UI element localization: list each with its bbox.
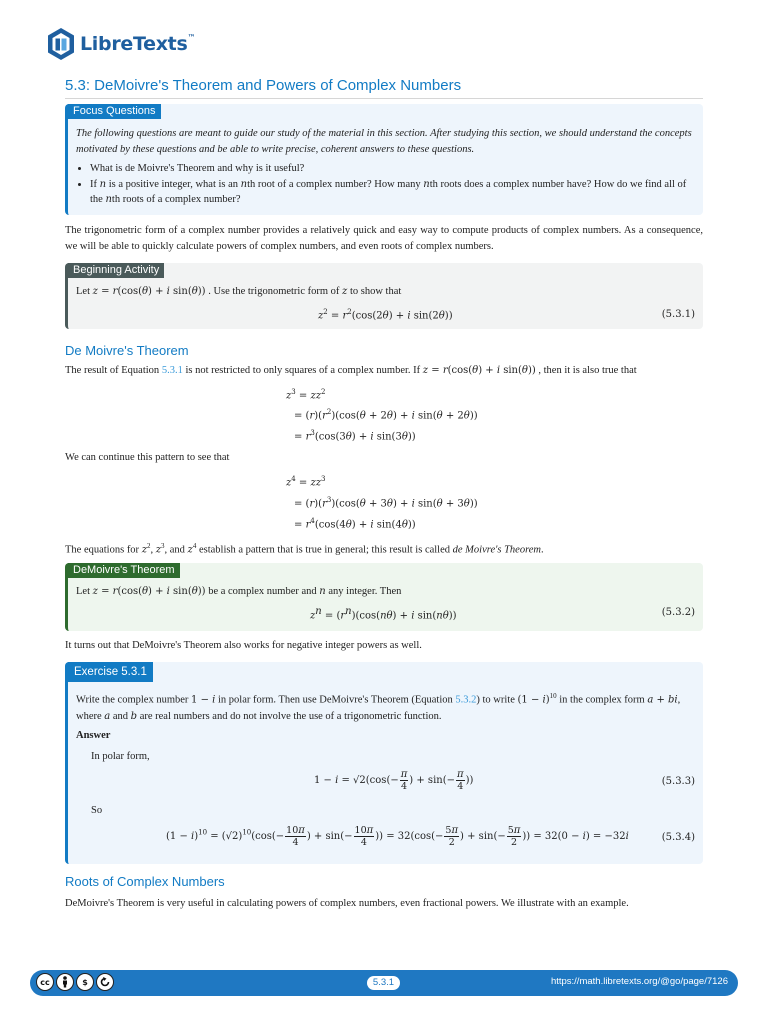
beginning-activity-box: [65, 263, 703, 329]
beginning-activity-tag: Beginning Activity: [68, 263, 164, 278]
paragraph-roots-intro: DeMoivre's Theorem is very useful in calculating powers of complex numbers, even fractional powers. We illustrate with an example.: [65, 898, 629, 909]
equation-5-3-4: $(1 - i)^{10} = (√2)^{10}(\cos(-$ $\frac{10\pi}{4}$ ) + sin(− $\frac{10\pi}{4}$ )) = 32(cos(− $\frac{5\pi}{2}$ ) + sin(− $\frac{5\pi}{2}$ )) = 32(0 − i) = −32i: [166, 825, 629, 848]
paragraph-result: The result of Equation 5.3.1 is not restricted to only squares of a complex number. If z = r(cos(θ) + i sin(θ)) , then it is also true that: [65, 365, 637, 376]
paragraph-general-pattern: The equations for $z^2$, $z^3$, and $z^4$ establish a pattern that is true in general; this result is called de Moivre's Theorem.: [65, 542, 544, 556]
focus-question-list: [76, 161, 700, 208]
paragraph-pattern: We can continue this pattern to see that: [65, 452, 230, 463]
theorem-text: Let z = r(cos(θ) + i sin(θ)) be a complex number and n any integer. Then: [76, 586, 402, 597]
page-footer: [30, 970, 738, 996]
list-item: • What is de Moivre's Theorem and why is it useful?: [90, 161, 700, 176]
libretexts-logo[interactable]: [46, 26, 195, 62]
answer-polar-text: In polar form,: [91, 751, 150, 762]
cc-license-badge[interactable]: [36, 973, 114, 993]
page-title: 5.3: DeMoivre's Theorem and Powers of Complex Numbers: [65, 77, 703, 99]
demoivre-theorem-box: [65, 563, 703, 631]
equation-5-3-2: $z^n = (r^n)(\cos(n\theta) + i$ sin(nθ)): [310, 606, 457, 622]
page-url[interactable]: https://math.libretexts.org/@go/page/7126: [550, 976, 728, 987]
answer-so-text: So: [91, 805, 103, 816]
exercise-tag: Exercise 5.3.1: [68, 662, 153, 682]
logo-wordmark: LibreTexts™: [80, 33, 196, 55]
exercise-prompt: Write the complex number 1 − i in polar form. Then use DeMoivre's Theorem (Equation 5.3.2) to write $(1 - i)^{10}$ in the complex form a + bi, where a and b are real numbers and do not involve the use of a trigonometric function.: [76, 692, 681, 722]
sharealike-icon: [96, 973, 114, 991]
list-item: • If n is a positive integer, what is an nth root of a complex number? How many nth roots does a complex number have? How do we find all of the nth roots of a complex number?: [90, 177, 700, 207]
page-number-badge: 5.3.1: [367, 976, 400, 990]
section-heading-roots: Roots of Complex Numbers: [65, 874, 225, 889]
focus-intro: The following questions are meant to guide our study of the material in this section. After studying this section, we should understand the concepts motivated by these questions and be able to write precise, coherent answers to these questions.: [76, 128, 692, 155]
equation-5-3-1: $z^2 = r^2(\cos(2\theta) + i$ sin(2θ)): [318, 308, 453, 322]
equation-5-3-3: 1 − i = √2(cos(− $\frac{\pi}{4}$ ) + sin(− $\frac{\pi}{4}$ )): [314, 769, 474, 792]
demoivre-theorem-tag: DeMoivre's Theorem: [68, 563, 180, 578]
equation-link[interactable]: 5.3.1: [161, 365, 183, 376]
equation-line: $z^3 = zz^2$: [286, 388, 326, 402]
equation-number: (5.3.4): [661, 832, 695, 843]
equation-line: $z^4 = zz^3$: [286, 475, 326, 489]
libretexts-logo-icon: [46, 27, 76, 61]
equation-line: = $(r)(r^3)(\cos(\theta + 3\theta) + i$ sin(θ + 3θ)): [294, 496, 478, 510]
answer-toggle[interactable]: Answer: [76, 730, 111, 741]
equation-number: (5.3.3): [661, 776, 695, 787]
attribution-icon: [56, 973, 74, 991]
focus-questions-box: [65, 104, 703, 215]
intro-paragraph: The trigonometric form of a complex number provides a relatively quick and easy way to compute products of complex numbers. As a consequence, we will be able to quickly calculate powers of complex numbers, and even roots of complex numbers.: [65, 225, 703, 252]
equation-line: = $r^4(\cos(4\theta) + i$ sin(4θ)): [294, 517, 416, 531]
section-heading-de-moivre: De Moivre's Theorem: [65, 343, 189, 358]
focus-questions-tag: Focus Questions: [68, 104, 161, 119]
equation-line: = $(r)(r^2)(\cos(\theta + 2\theta) + i$ sin(θ + 2θ)): [294, 408, 478, 422]
cc-icon: cc: [36, 973, 54, 991]
equation-number: (5.3.1): [661, 309, 695, 320]
paragraph-negative-powers: It turns out that DeMoivre's Theorem also works for negative integer powers as well.: [65, 640, 422, 651]
exercise-box: [65, 662, 703, 864]
equation-link[interactable]: 5.3.2: [455, 694, 477, 706]
beginning-activity-text: Let z = r(cos(θ) + i sin(θ)) . Use the trigonometric form of z to show that: [76, 286, 402, 297]
noncommercial-icon: $: [76, 973, 94, 991]
equation-number: (5.3.2): [661, 607, 695, 618]
equation-line: = $r^3(\cos(3\theta) + i$ sin(3θ)): [294, 429, 416, 443]
